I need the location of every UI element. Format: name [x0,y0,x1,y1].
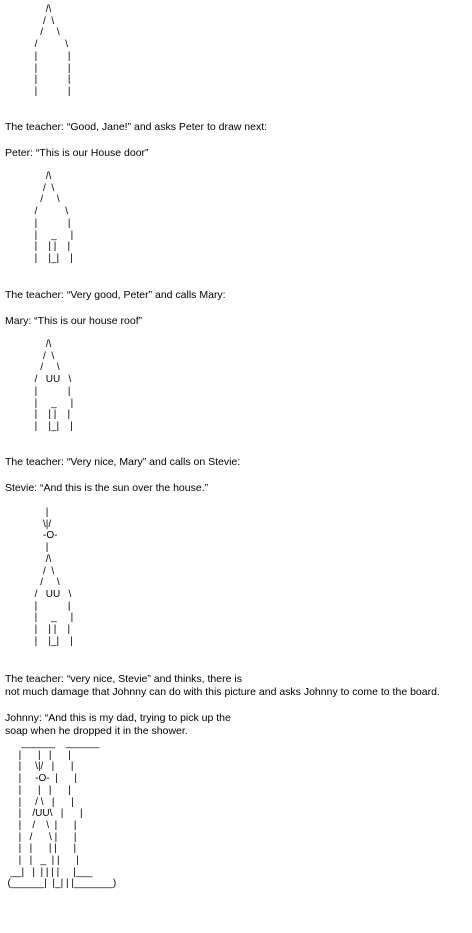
stevie-line: Stevie: “And this is the sun over the house.” [5,482,209,494]
house-drawing-walls: /\ / \ / \ / \ | | | | | | | | [34,4,71,97]
johnny-line-1: Johnny: “And this is my dad, trying to pick up the [5,712,231,724]
house-drawing-sun: | \|/ -O- | /\ / \ / \ / UU \ | | | _ | | | | | | |_| | [34,507,74,647]
teacher-line-mary: The teacher: “Very nice, Mary” and calls on Stevie: [5,456,241,468]
teacher-line-peter: The teacher: “Very good, Peter” and calls Mary: [5,289,226,301]
johnny-line-2: soap when he dropped it in the shower. [5,725,188,737]
teacher-line-stevie-1: The teacher: “very nice, Stevie” and thinks, there is [5,673,242,685]
mary-line: Mary: “This is our house roof” [5,315,143,327]
house-drawing-roof: /\ / \ / \ / UU \ | | | _ | | | | | | |_| | [34,339,74,432]
peter-line: Peter: “This is our House door” [5,147,149,159]
teacher-line-stevie-2: not much damage that Johnny can do with this picture and asks Johnny to come to the board. [5,686,440,698]
house-drawing-door: /\ / \ / \ / \ | | | _ | | | | | | |_| | [34,171,74,264]
final-drawing: ______ ______ | | | | | \|/ | | | -O- | | | | | | | / \ | | | /UU\ | | | / \ | | | / \ | | | | | | | | | _ | | | __| | | | | | |___ (______| |_| | |_______) [7,738,117,890]
teacher-line-jane: The teacher: “Good, Jane!” and asks Peter to draw next: [5,121,268,133]
